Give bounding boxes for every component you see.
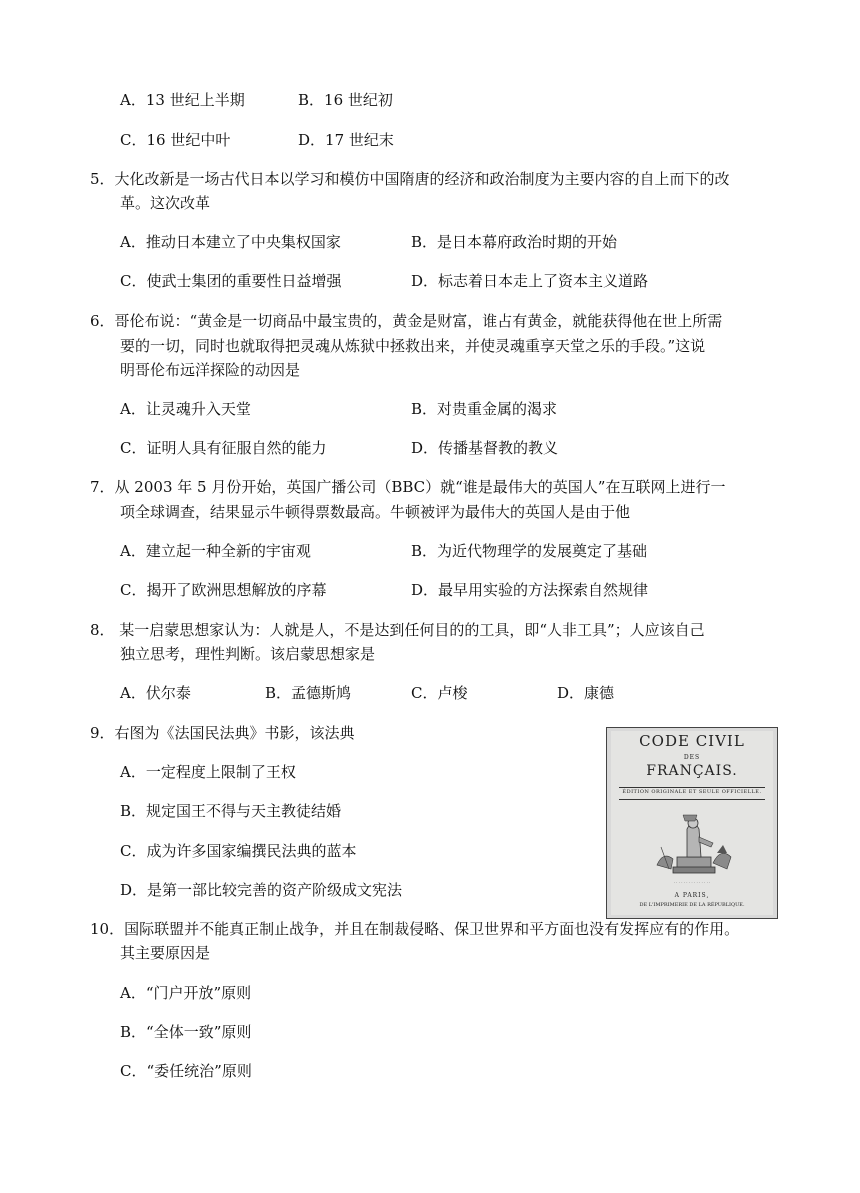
q7-option-c: C．揭开了欧洲思想解放的序幕	[120, 581, 327, 599]
q4-option-a: A．13 世纪上半期	[120, 91, 245, 109]
q7-option-d: D．最早用实验的方法探索自然规律	[411, 581, 649, 599]
code-civil-image	[606, 727, 778, 919]
q4-option-b: B．16 世纪初	[298, 91, 393, 109]
image-des: DES	[683, 754, 701, 761]
q6-option-b: B．对贵重金属的渴求	[411, 400, 558, 418]
q9-option-c: C．成为许多国家编撰民法典的蓝本	[120, 842, 357, 860]
image-small-inscription: · · · · · · · · · · · · · · ·	[673, 880, 711, 885]
q10-option-a: A．“门户开放”原则	[120, 984, 252, 1002]
q9-stem-line1: 9．右图为《法国民法典》书影，该法典	[90, 724, 355, 742]
image-title-francais: FRANÇAIS.	[646, 763, 738, 779]
q5-stem-line2: 革。这次改革	[120, 194, 211, 212]
q7-option-b: B．为近代物理学的发展奠定了基础	[411, 542, 648, 560]
q7-stem-line2: 项全球调查，结果显示牛顿得票数最高。牛顿被评为最伟大的英国人是由于他	[120, 503, 631, 521]
image-caption-paris: A PARIS,	[674, 892, 710, 899]
q9-option-b: B．规定国王不得与天主教徒结婚	[120, 802, 342, 820]
allegory-vignette-icon	[647, 807, 739, 877]
image-title-code-civil: CODE CIVIL	[639, 732, 745, 750]
q6-option-a: A．让灵魂升入天堂	[120, 400, 251, 418]
q8-option-b: B．孟德斯鸠	[265, 684, 352, 702]
q8-option-a: A．伏尔泰	[120, 684, 191, 702]
q10-option-b: B．“全体一致”原则	[120, 1023, 252, 1041]
q7-option-a: A．建立起一种全新的宇宙观	[120, 542, 311, 560]
q5-stem-line1: 5．大化改新是一场古代日本以学习和模仿中国隋唐的经济和政治制度为主要内容的自上而下的改	[90, 170, 730, 188]
q9-option-d: D．是第一部比较完善的资产阶级成文宪法	[120, 881, 403, 899]
image-divider-top	[619, 787, 765, 788]
q8-stem-line2: 独立思考，理性判断。该启蒙思想家是	[120, 645, 376, 663]
q4-option-d: D．17 世纪末	[298, 131, 394, 149]
q6-option-c: C．证明人具有征服自然的能力	[120, 439, 327, 457]
q7-stem-line1: 7．从 2003 年 5 月份开始，英国广播公司（BBC）就“谁是最伟大的英国人”在互联网上进行一	[90, 478, 726, 496]
q6-stem-line1: 6．哥伦布说：“黄金是一切商品中最宝贵的，黄金是财富，谁占有黄金，就能获得他在世上所需	[90, 312, 723, 330]
q5-option-a: A．推动日本建立了中央集权国家	[120, 233, 341, 251]
q8-option-d: D．康德	[557, 684, 615, 702]
image-printer-line: DE L'IMPRIMERIE DE LA RÉPUBLIQUE.	[639, 902, 745, 908]
q9-option-a: A．一定程度上限制了王权	[120, 763, 296, 781]
q10-stem-line1: 10．国际联盟并不能真正制止战争，并且在制裁侵略、保卫世界和平方面也没有发挥应有的作用。	[90, 920, 740, 938]
q5-option-d: D．标志着日本走上了资本主义道路	[411, 272, 649, 290]
q6-option-d: D．传播基督教的教义	[411, 439, 559, 457]
image-divider-bottom	[619, 799, 765, 800]
q5-option-b: B．是日本幕府政治时期的开始	[411, 233, 618, 251]
q8-stem-line1: 8． 某一启蒙思想家认为：人就是人，不是达到任何目的的工具，即“人非工具”；人应该自己	[90, 621, 705, 639]
q4-option-c: C．16 世纪中叶	[120, 131, 231, 149]
q10-option-c: C．“委任统治”原则	[120, 1062, 252, 1080]
q5-option-c: C．使武士集团的重要性日益增强	[120, 272, 342, 290]
image-edition-line: ÉDITION ORIGINALE ET SEULE OFFICIELLE.	[622, 789, 762, 795]
q8-option-c: C．卢梭	[411, 684, 468, 702]
q6-stem-line2: 要的一切，同时也就取得把灵魂从炼狱中拯救出来，并使灵魂重享天堂之乐的手段。”这说	[120, 337, 706, 355]
q6-stem-line3: 明哥伦布远洋探险的动因是	[120, 361, 301, 379]
q10-stem-line2: 其主要原因是	[120, 944, 211, 962]
